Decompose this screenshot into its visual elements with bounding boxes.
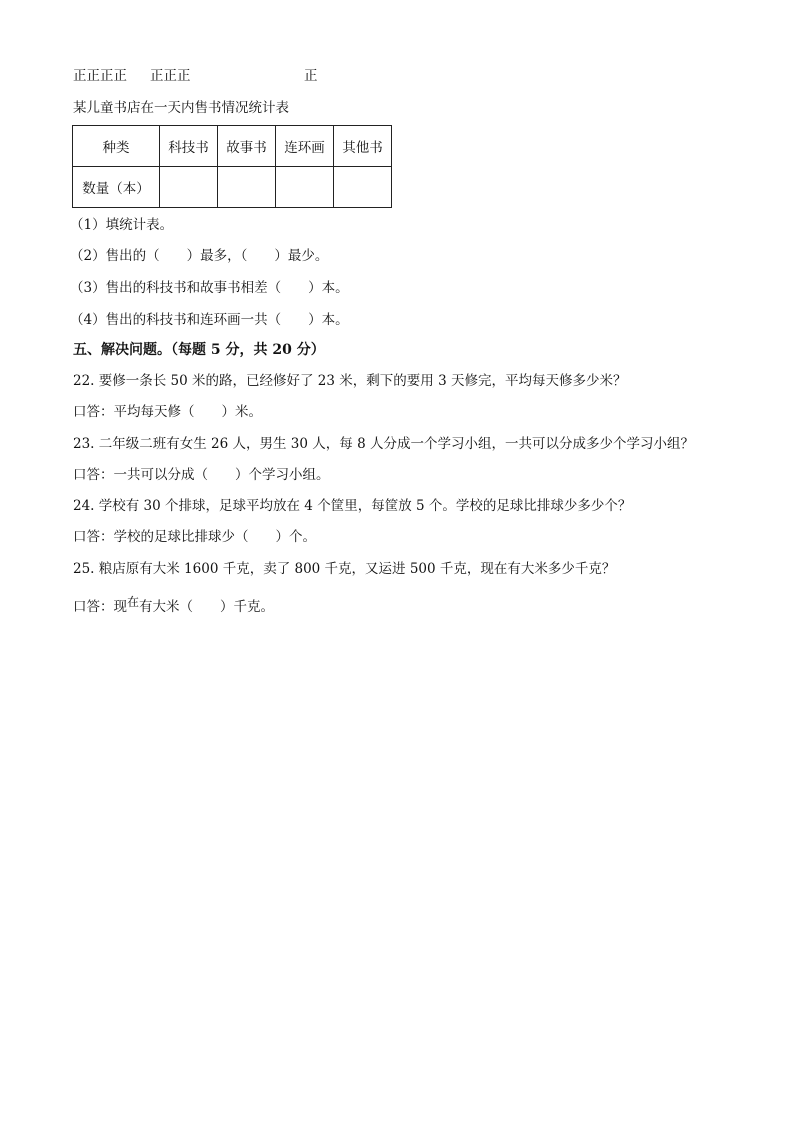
tally-group-2: 正正正	[150, 68, 191, 84]
sub-question-4: （4）售出的科技书和连环画一共（ ）本。	[70, 312, 349, 328]
sub-question-1: （1）填统计表。	[70, 217, 174, 233]
problem-23-question: 23. 二年级二班有女生 26 人，男生 30 人，每 8 人分成一个学习小组，一共可以分成多少个学习小组？	[73, 436, 694, 452]
problem-22-answer: 口答：平均每天修（ ）米。	[73, 404, 262, 420]
tally-group-3: 正	[304, 68, 318, 84]
table-header-cell: 故事书	[218, 126, 276, 167]
table-cell-blank	[276, 167, 334, 208]
table-header-cell: 其他书	[334, 126, 392, 167]
answer-prefix: 口答：现	[73, 599, 127, 615]
table-cell-blank	[218, 167, 276, 208]
tally-group-1: 正正正正	[73, 68, 127, 84]
table-cell-blank	[160, 167, 218, 208]
problem-23-answer: 口答：一共可以分成（ ）个学习小组。	[73, 467, 330, 483]
table-title: 某儿童书店在一天内售书情况统计表	[73, 100, 289, 116]
sub-question-2: （2）售出的（ ）最多，（ ）最少。	[70, 248, 329, 264]
sub-question-3: （3）售出的科技书和故事书相差（ ）本。	[70, 280, 349, 296]
table-cell-blank	[334, 167, 392, 208]
table-header-cell: 科技书	[160, 126, 218, 167]
problem-22-question: 22. 要修一条长 50 米的路，已经修好了 23 米，剩下的要用 3 天修完，平均每天修多少米？	[73, 373, 627, 389]
problem-25-question: 25. 粮店原有大米 1600 千克，卖了 800 千克，又运进 500 千克，现在有大米多少千克？	[73, 561, 616, 577]
table-row	[73, 167, 392, 208]
problem-25-answer	[73, 595, 275, 616]
section-title: 五、解决问题。（每题 5 分，共 20 分）	[73, 342, 325, 358]
table-header-cell: 连环画	[276, 126, 334, 167]
table-header-cell: 种类	[73, 126, 160, 167]
table-header-row	[73, 126, 392, 167]
answer-raised-char: 在	[127, 595, 140, 609]
sales-stats-table	[72, 125, 392, 208]
table-row-label: 数量（本）	[73, 167, 160, 208]
problem-24-question: 24. 学校有 30 个排球，足球平均放在 4 个筐里，每筐放 5 个。学校的足球比排球少多少个？	[73, 498, 632, 514]
problem-24-answer: 口答：学校的足球比排球少（ ）个。	[73, 529, 316, 545]
answer-suffix: 有大米（ ）千克。	[139, 599, 275, 615]
